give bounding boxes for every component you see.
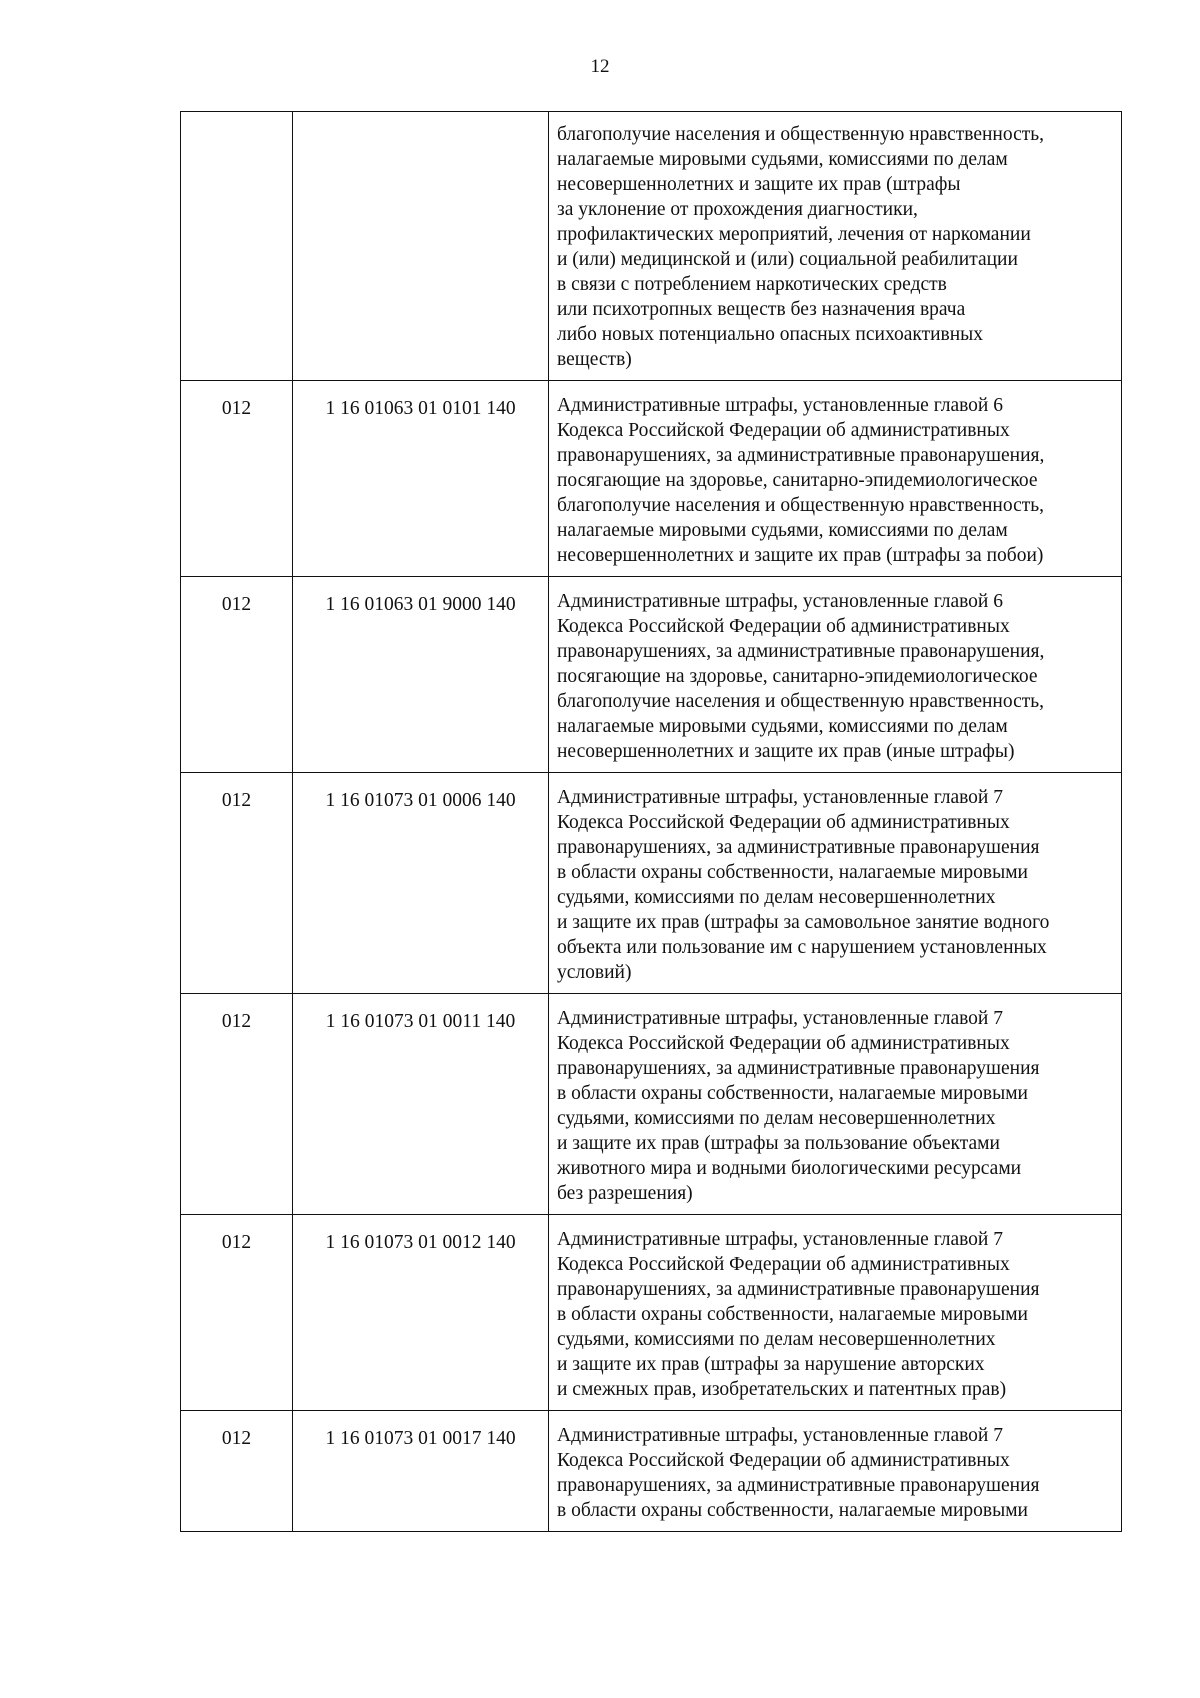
description-line: Кодекса Российской Федерации об административных <box>557 1254 1010 1275</box>
description-cell <box>549 577 1122 773</box>
description-line: животного мира и водными биологическими ресурсами <box>557 1158 1022 1179</box>
description-line: посягающие на здоровье, санитарно-эпидемиологическое <box>557 470 1038 491</box>
description-line: и защите их прав (штрафы за самовольное занятие водного <box>557 912 1050 933</box>
table-row <box>181 381 1122 577</box>
description-line: и защите их прав (штрафы за нарушение авторских <box>557 1354 985 1375</box>
description-line: правонарушениях, за административные правонарушения <box>557 837 1040 858</box>
description-line: в связи с потреблением наркотических средств <box>557 274 947 295</box>
table-row <box>181 1215 1122 1411</box>
description-line: либо новых потенциально опасных психоактивных <box>557 324 984 345</box>
description-line: налагаемые мировыми судьями, комиссиями по делам <box>557 716 1008 737</box>
admin-code-cell: 012 <box>181 994 293 1215</box>
admin-code-cell <box>181 112 293 381</box>
budget-code-cell: 1 16 01063 01 9000 140 <box>293 577 549 773</box>
description-line: без разрешения) <box>557 1183 693 1204</box>
description-line: объекта или пользование им с нарушением установленных <box>557 937 1047 958</box>
description-line: благополучие населения и общественную нравственность, <box>557 495 1045 516</box>
description-line: несовершеннолетних и защите их прав (иные штрафы) <box>557 741 1015 762</box>
description-cell <box>549 994 1122 1215</box>
description-cell <box>549 1215 1122 1411</box>
description-cell <box>549 773 1122 994</box>
description-line: Административные штрафы, установленные главой 6 <box>557 591 1003 612</box>
description-line: посягающие на здоровье, санитарно-эпидемиологическое <box>557 666 1038 687</box>
admin-code-cell: 012 <box>181 1411 293 1532</box>
description-line: правонарушениях, за административные правонарушения <box>557 1279 1040 1300</box>
description-line: Административные штрафы, установленные главой 7 <box>557 787 1003 808</box>
budget-code-cell: 1 16 01063 01 0101 140 <box>293 381 549 577</box>
table-row <box>181 1411 1122 1532</box>
page-number: 12 <box>590 56 610 77</box>
description-line: правонарушениях, за административные правонарушения <box>557 1475 1040 1496</box>
description-line: благополучие населения и общественную нравственность, <box>557 124 1045 145</box>
table-row <box>181 773 1122 994</box>
description-line: и (или) медицинской и (или) социальной реабилитации <box>557 249 1018 270</box>
description-line: правонарушениях, за административные правонарушения, <box>557 445 1045 466</box>
description-line: несовершеннолетних и защите их прав (штрафы за побои) <box>557 545 1044 566</box>
description-line: судьями, комиссиями по делам несовершеннолетних <box>557 1329 996 1350</box>
budget-code-cell: 1 16 01073 01 0017 140 <box>293 1411 549 1532</box>
budget-code-cell: 1 16 01073 01 0006 140 <box>293 773 549 994</box>
description-line: в области охраны собственности, налагаемые мировыми <box>557 1083 1028 1104</box>
table-row <box>181 994 1122 1215</box>
description-line: Административные штрафы, установленные главой 7 <box>557 1008 1003 1029</box>
description-line: судьями, комиссиями по делам несовершеннолетних <box>557 1108 996 1129</box>
budget-code-cell: 1 16 01073 01 0012 140 <box>293 1215 549 1411</box>
description-line: профилактических мероприятий, лечения от наркомании <box>557 224 1031 245</box>
admin-code-cell: 012 <box>181 1215 293 1411</box>
description-line: Кодекса Российской Федерации об административных <box>557 420 1010 441</box>
table-row <box>181 112 1122 381</box>
description-line: Кодекса Российской Федерации об административных <box>557 1450 1010 1471</box>
description-line: Административные штрафы, установленные главой 7 <box>557 1229 1003 1250</box>
description-line: судьями, комиссиями по делам несовершеннолетних <box>557 887 996 908</box>
description-line: несовершеннолетних и защите их прав (штрафы <box>557 174 961 195</box>
table-row <box>181 577 1122 773</box>
table-body <box>181 112 1122 1532</box>
description-cell <box>549 1411 1122 1532</box>
admin-code-cell: 012 <box>181 773 293 994</box>
description-line: налагаемые мировыми судьями, комиссиями по делам <box>557 520 1008 541</box>
description-line: Кодекса Российской Федерации об административных <box>557 812 1010 833</box>
budget-code-cell: 1 16 01073 01 0011 140 <box>293 994 549 1215</box>
description-line: условий) <box>557 962 632 983</box>
admin-code-cell: 012 <box>181 381 293 577</box>
description-line: налагаемые мировыми судьями, комиссиями по делам <box>557 149 1008 170</box>
description-line: за уклонение от прохождения диагностики, <box>557 199 918 220</box>
description-line: Административные штрафы, установленные главой 6 <box>557 395 1003 416</box>
description-line: в области охраны собственности, налагаемые мировыми <box>557 862 1028 883</box>
description-line: или психотропных веществ без назначения врача <box>557 299 966 320</box>
description-cell <box>549 112 1122 381</box>
description-cell <box>549 381 1122 577</box>
description-line: и смежных прав, изобретательских и патентных прав) <box>557 1379 1007 1400</box>
description-line: Кодекса Российской Федерации об административных <box>557 616 1010 637</box>
admin-code-cell: 012 <box>181 577 293 773</box>
description-line: в области охраны собственности, налагаемые мировыми <box>557 1500 1028 1521</box>
description-line: и защите их прав (штрафы за пользование объектами <box>557 1133 1000 1154</box>
description-line: в области охраны собственности, налагаемые мировыми <box>557 1304 1028 1325</box>
description-line: правонарушениях, за административные правонарушения <box>557 1058 1040 1079</box>
description-line: правонарушениях, за административные правонарушения, <box>557 641 1045 662</box>
description-line: веществ) <box>557 349 632 370</box>
budget-codes-table <box>180 111 1122 1532</box>
description-line: благополучие населения и общественную нравственность, <box>557 691 1045 712</box>
budget-code-cell <box>293 112 549 381</box>
description-line: Кодекса Российской Федерации об административных <box>557 1033 1010 1054</box>
description-line: Административные штрафы, установленные главой 7 <box>557 1425 1003 1446</box>
